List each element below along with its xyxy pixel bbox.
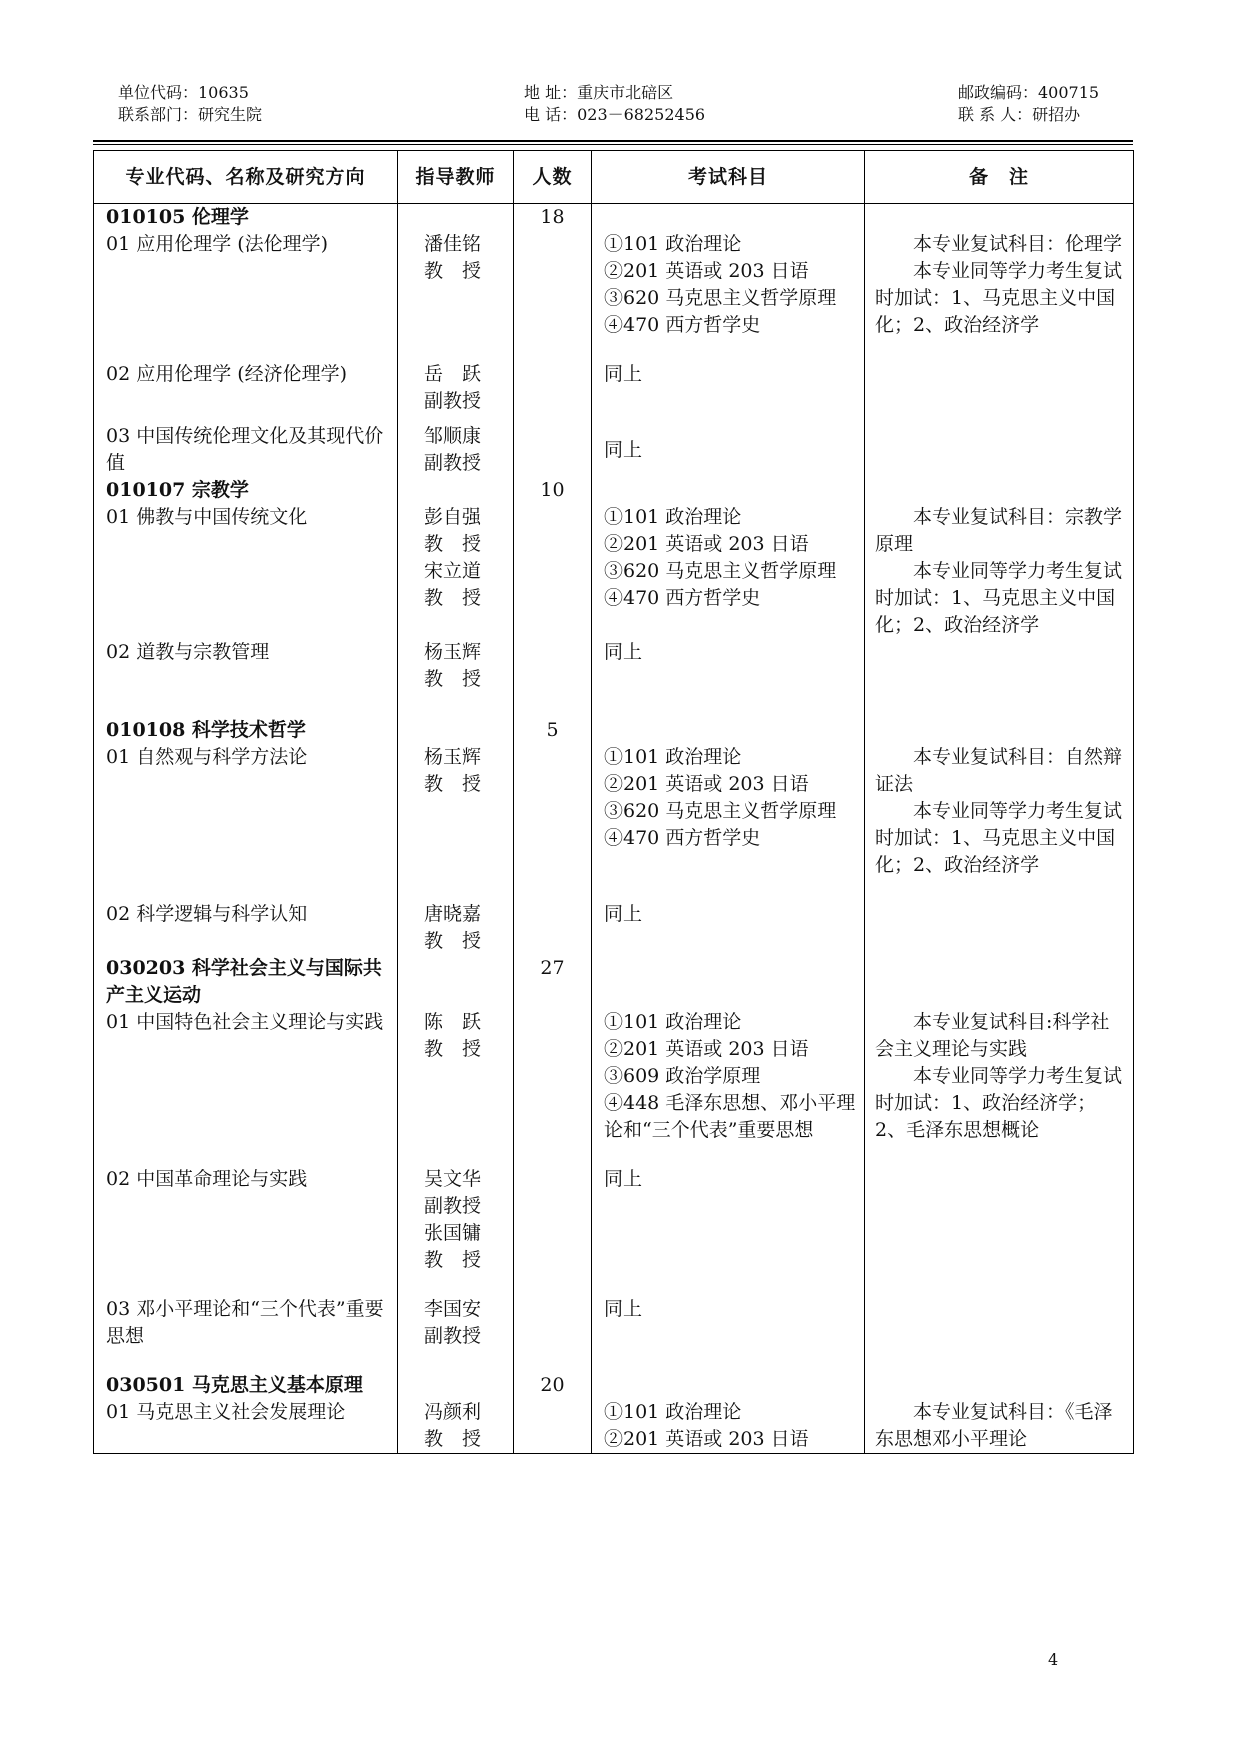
direction: 01 应用伦理学 (法伦理学) (106, 233, 329, 255)
col-header-advisor: 指导教师 (398, 151, 514, 204)
advisor-name: 李国安 (424, 1298, 482, 1320)
advisor-title: 教 授 (424, 1428, 482, 1450)
note-equivalent: 本专业同等学力考生复试时加试：1、马克思主义中国化；2、政治经济学 (875, 260, 1123, 336)
exam-subject: ④470 西方哲学史 (604, 314, 761, 336)
major-cell (94, 204, 398, 340)
advisor-name: 张国镛 (424, 1222, 482, 1244)
table-row (94, 1350, 1134, 1454)
exam-subject: ②201 英语或 203 日语 (604, 533, 809, 555)
advisor-title: 教 授 (424, 533, 482, 555)
advisor-name: 吴文华 (424, 1168, 482, 1190)
note-retest: 本专业复试科目:科学社会主义理论与实践 (875, 1011, 1110, 1060)
notes-cell (865, 204, 1134, 340)
advisor-name: 宋立道 (424, 560, 482, 582)
note-equivalent: 本专业同等学力考生复试时加试：1、马克思主义中国化；2、政治经济学 (875, 560, 1123, 636)
major-title: 010105 伦理学 (106, 206, 249, 228)
table-row (94, 639, 1134, 693)
exam-subject: ①101 政治理论 (604, 233, 742, 255)
advisor-name: 邹顺康 (424, 425, 482, 447)
advisor-name: 岳 跃 (424, 363, 482, 385)
exam-subject: ②201 英语或 203 日语 (604, 260, 809, 282)
exam-subject: ④470 西方哲学史 (604, 587, 761, 609)
enrollment-count: 18 (540, 206, 565, 228)
exam-same: 同上 (604, 903, 643, 925)
header-rule (93, 140, 1133, 142)
major-title: 010107 宗教学 (106, 479, 249, 501)
direction: 02 中国革命理论与实践 (106, 1168, 308, 1190)
col-header-count: 人数 (514, 151, 592, 204)
table-row (94, 955, 1134, 1144)
table-row (94, 204, 1134, 340)
table-row (94, 879, 1134, 955)
exam-same: 同上 (604, 1298, 643, 1320)
exam-same: 同上 (604, 1168, 643, 1190)
advisor-name: 冯颜利 (424, 1401, 482, 1423)
enrollment-table (93, 150, 1134, 1454)
advisor-name: 唐晓嘉 (424, 903, 482, 925)
exam-same: 同上 (604, 363, 643, 385)
exam-cell (592, 204, 865, 340)
enrollment-count: 20 (540, 1374, 565, 1396)
advisor-title: 教 授 (424, 930, 482, 952)
note-retest: 本专业复试科目：自然辩证法 (875, 746, 1123, 795)
advisor-title: 副教授 (424, 452, 482, 474)
advisor-title: 教 授 (424, 587, 482, 609)
advisor-title: 教 授 (424, 260, 482, 282)
page-number: 4 (1048, 1650, 1059, 1669)
advisor-title: 教 授 (424, 773, 482, 795)
table-row (94, 339, 1134, 415)
major-title: 030501 马克思主义基本原理 (106, 1374, 363, 1396)
table-header-row (94, 151, 1134, 204)
direction: 03 中国传统伦理文化及其现代价值 (106, 425, 384, 474)
table-row (94, 693, 1134, 879)
header-rule-thin (93, 144, 1133, 145)
col-header-notes: 备 注 (865, 151, 1134, 204)
exam-subject: ①101 政治理论 (604, 506, 742, 528)
direction: 01 中国特色社会主义理论与实践 (106, 1011, 384, 1033)
contact-department: 联系部门：研究生院 (118, 105, 263, 124)
table-row (94, 1144, 1134, 1274)
advisor-title: 副教授 (424, 1325, 482, 1347)
contact-person: 联 系 人：研招办 (958, 105, 1081, 124)
advisor-name: 陈 跃 (424, 1011, 482, 1033)
exam-subject: ②201 英语或 203 日语 (604, 773, 809, 795)
advisor-name: 杨玉辉 (424, 746, 482, 768)
count-cell (514, 204, 592, 340)
exam-subject: ③620 马克思主义哲学原理 (604, 800, 837, 822)
table-row (94, 477, 1134, 639)
exam-subject: ①101 政治理论 (604, 746, 742, 768)
phone: 电 话：023－68252456 (524, 105, 706, 124)
postcode: 邮政编码：400715 (958, 83, 1100, 102)
note-retest: 本专业复试科目：宗教学原理 (875, 506, 1123, 555)
enrollment-count: 5 (546, 719, 559, 741)
table-row (94, 1274, 1134, 1350)
direction: 01 自然观与科学方法论 (106, 746, 308, 768)
exam-subject: ③620 马克思主义哲学原理 (604, 287, 837, 309)
note-equivalent: 本专业同等学力考生复试时加试：1、政治经济学；2、毛泽东思想概论 (875, 1065, 1123, 1141)
direction: 02 道教与宗教管理 (106, 641, 270, 663)
advisor-title: 教 授 (424, 1038, 482, 1060)
enrollment-count: 10 (540, 479, 565, 501)
note-retest: 本专业复试科目：伦理学 (913, 233, 1123, 255)
exam-same: 同上 (604, 439, 643, 461)
enrollment-count: 27 (540, 957, 565, 979)
advisor-title: 教 授 (424, 1249, 482, 1271)
direction: 01 佛教与中国传统文化 (106, 506, 308, 528)
exam-subject: ③609 政治学原理 (604, 1065, 761, 1087)
unit-code: 单位代码：10635 (118, 83, 249, 102)
address: 地 址：重庆市北碚区 (524, 83, 674, 102)
note-retest: 本专业复试科目：《毛泽东思想邓小平理论 (875, 1401, 1113, 1450)
col-header-major: 专业代码、名称及研究方向 (94, 151, 398, 204)
col-header-exam: 考试科目 (592, 151, 865, 204)
advisor-name: 彭自强 (424, 506, 482, 528)
exam-subject: ④448 毛泽东思想、邓小平理论和“三个代表”重要思想 (604, 1092, 856, 1141)
advisor-title: 副教授 (424, 390, 482, 412)
note-equivalent: 本专业同等学力考生复试时加试：1、马克思主义中国化；2、政治经济学 (875, 800, 1123, 876)
exam-subject: ④470 西方哲学史 (604, 827, 761, 849)
major-title: 030203 科学社会主义与国际共产主义运动 (106, 957, 382, 1006)
advisor-title: 教 授 (424, 668, 482, 690)
table-row (94, 415, 1134, 477)
major-title: 010108 科学技术哲学 (106, 719, 306, 741)
direction: 03 邓小平理论和“三个代表”重要思想 (106, 1298, 384, 1347)
exam-subject: ①101 政治理论 (604, 1011, 742, 1033)
advisor-name: 潘佳铭 (424, 233, 482, 255)
advisor-name: 杨玉辉 (424, 641, 482, 663)
direction: 02 应用伦理学 (经济伦理学) (106, 363, 348, 385)
advisor-cell (398, 204, 514, 340)
advisor-title: 副教授 (424, 1195, 482, 1217)
direction: 02 科学逻辑与科学认知 (106, 903, 308, 925)
direction: 01 马克思主义社会发展理论 (106, 1401, 346, 1423)
exam-same: 同上 (604, 641, 643, 663)
exam-subject: ①101 政治理论 (604, 1401, 742, 1423)
exam-subject: ②201 英语或 203 日语 (604, 1038, 809, 1060)
exam-subject: ③620 马克思主义哲学原理 (604, 560, 837, 582)
exam-subject: ②201 英语或 203 日语 (604, 1428, 809, 1450)
